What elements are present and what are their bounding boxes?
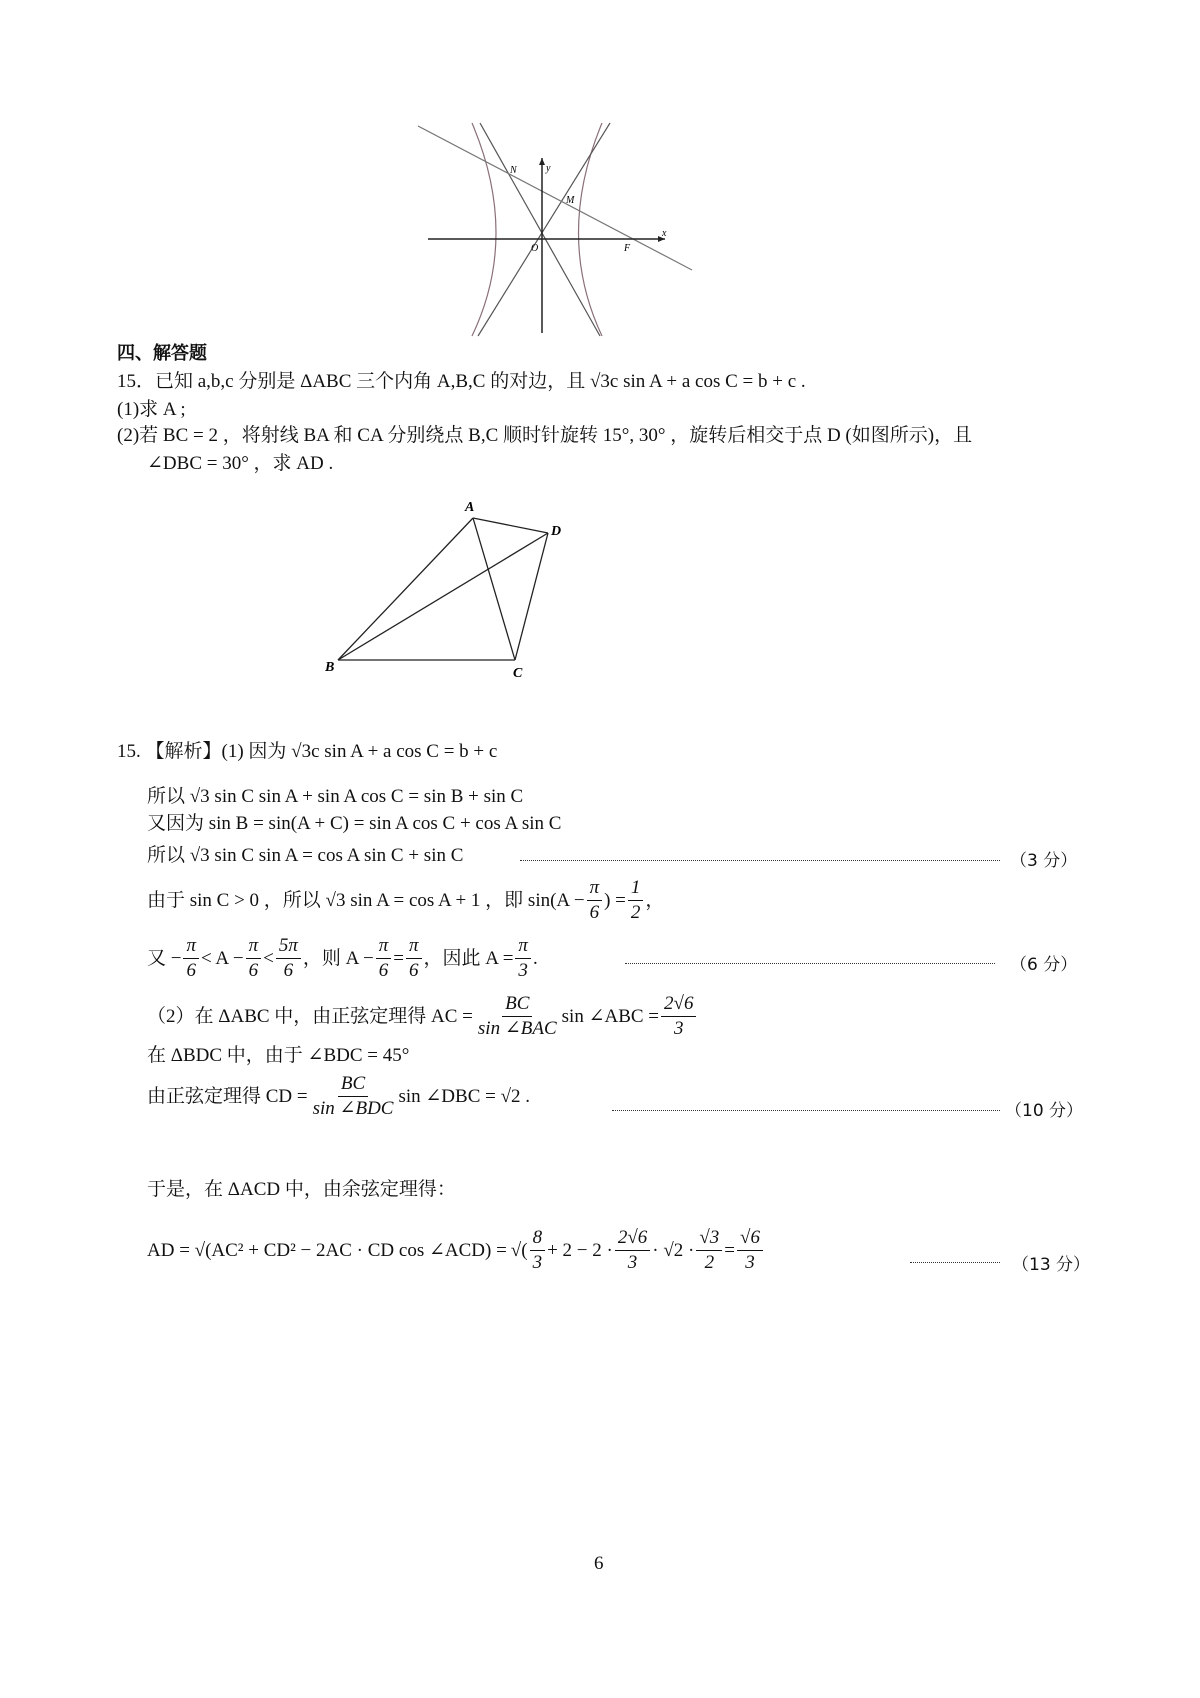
- label-B: B: [325, 660, 335, 675]
- line6-text-b: sin ∠ABC =: [561, 1005, 660, 1027]
- line8-text-b: sin ∠DBC = √2 .: [398, 1085, 531, 1107]
- frac-den: 3: [518, 960, 528, 981]
- frac-bc-sinbac: [475, 992, 560, 1041]
- frac-den: 6: [186, 960, 196, 981]
- frac-num: 8: [530, 1226, 546, 1251]
- label-F: F: [624, 243, 631, 254]
- segment-BA: [338, 518, 473, 660]
- line5-text-g: .: [532, 947, 538, 969]
- frac-pi-6: [376, 934, 392, 983]
- label-D: D: [551, 524, 562, 539]
- frac-den: 3: [627, 1252, 638, 1273]
- label-M: M: [566, 195, 575, 206]
- frac-num: √3: [696, 1226, 722, 1251]
- line10-text-d: =: [724, 1239, 736, 1261]
- line-through-f: [418, 126, 692, 270]
- frac-bc-sinbdc: [310, 1072, 397, 1121]
- frac-num: 1: [628, 876, 644, 901]
- line6-text-a: （2）在 ΔABC 中，由正弦定理得 AC =: [147, 1005, 473, 1027]
- frac-den: 2: [630, 902, 641, 923]
- hyperbola-figure: [410, 118, 710, 340]
- label-N: N: [510, 165, 517, 176]
- frac-pi-6: [183, 934, 199, 983]
- frac-num: π: [183, 934, 199, 959]
- frac-5pi-6: [276, 934, 301, 983]
- solution-line-7: 在 ΔBDC 中，由于 ∠BDC = 45°: [147, 1045, 410, 1066]
- line5-text-a: 又 −: [147, 947, 182, 969]
- frac-den: 6: [409, 960, 419, 981]
- frac-num: 5π: [276, 934, 301, 959]
- frac-den: 3: [532, 1252, 543, 1273]
- problem-statement: 15．已知 a,b,c 分别是 ΔABC 三个内角 A,B,C 的对边，且 √3c sin A + a cos C = b + c .: [117, 371, 806, 392]
- frac-num: BC: [502, 992, 532, 1017]
- solution-line-5: [147, 934, 538, 983]
- frac-num: π: [246, 934, 262, 959]
- frac-num: 2√6: [661, 992, 696, 1017]
- line5-text-b: < A −: [201, 947, 244, 969]
- leader-dots: [612, 1110, 1000, 1111]
- solution-line-3: 所以 √3 sin C sin A = cos A sin C + sin C: [147, 845, 464, 866]
- frac-den: 6: [283, 960, 294, 981]
- line10-text-c: · √2 ·: [652, 1239, 695, 1261]
- frac-num: π: [406, 934, 422, 959]
- line5-text-c: <: [263, 947, 274, 969]
- label-x: x: [662, 228, 667, 239]
- label-y: y: [546, 163, 551, 174]
- frac-pi-6: [246, 934, 262, 983]
- score-13: （13 分）: [1012, 1255, 1091, 1275]
- score-6: （6 分）: [1010, 955, 1078, 975]
- line5-text-f: ，因此 A =: [423, 947, 514, 969]
- line10-text-b: + 2 − 2 ·: [547, 1239, 613, 1261]
- frac-den: 2: [704, 1252, 715, 1273]
- score-10: （10 分）: [1005, 1101, 1084, 1121]
- frac-num: π: [515, 934, 531, 959]
- frac-2sqrt6-3: [615, 1226, 650, 1275]
- line4-text-b: ) =: [604, 889, 626, 911]
- page-number: 6: [594, 1553, 604, 1574]
- frac-den: 3: [745, 1252, 755, 1273]
- frac-sqrt3-2: [696, 1226, 722, 1275]
- line4-text-c: ，: [645, 889, 665, 911]
- label-C: C: [513, 666, 523, 681]
- solution-line-6: [147, 992, 698, 1041]
- frac-1-2: [628, 876, 644, 925]
- frac-den: sin ∠BDC: [312, 1098, 394, 1119]
- line8-text-a: 由正弦定理得 CD =: [147, 1085, 308, 1107]
- line10-sqrt: √(: [510, 1239, 528, 1261]
- frac-den: 6: [378, 960, 389, 981]
- frac-den: 6: [248, 960, 259, 981]
- frac-num: √6: [737, 1226, 763, 1251]
- line5-text-d: ，则 A −: [302, 947, 374, 969]
- solution-line-8: [147, 1072, 530, 1121]
- frac-pi-6: [587, 876, 603, 925]
- section-heading: 四、解答题: [117, 343, 207, 364]
- leader-dots: [625, 963, 995, 964]
- score-3: （3 分）: [1010, 851, 1078, 871]
- solution-line-1: 所以 √3 sin C sin A + sin A cos C = sin B + sin C: [147, 786, 524, 807]
- problem-part1: (1)求 A ;: [117, 399, 186, 420]
- frac-num: π: [587, 876, 603, 901]
- line4-text-a: 由于 sin C > 0 ，所以 √3 sin A = cos A + 1 ，即 sin(A −: [147, 889, 585, 911]
- solution-line-4: [147, 876, 664, 925]
- solution-line-2: 又因为 sin B = sin(A + C) = sin A cos C + cos A sin C: [147, 813, 562, 834]
- solution-head: 15. 【解析】(1) 因为 √3c sin A + a cos C = b + c: [117, 741, 498, 762]
- label-O: O: [531, 243, 539, 254]
- line10-text-a: AD = √(AC² + CD² − 2AC · CD cos ∠ACD) =: [147, 1239, 507, 1261]
- segment-AC: [473, 518, 515, 660]
- y-axis-arrow: [539, 158, 545, 165]
- frac-den: 6: [589, 902, 600, 923]
- frac-pi-6: [406, 934, 422, 983]
- solution-line-9: 于是，在 ΔACD 中，由余弦定理得：: [147, 1179, 456, 1200]
- frac-2sqrt6-3: [661, 992, 696, 1041]
- frac-den: sin ∠BAC: [477, 1018, 557, 1039]
- frac-num: π: [376, 934, 392, 959]
- frac-pi-3: [515, 934, 531, 983]
- frac-num: BC: [338, 1072, 368, 1097]
- leader-dots: [520, 860, 1000, 861]
- line5-text-e: =: [393, 947, 404, 969]
- label-A: A: [465, 500, 475, 515]
- frac-num: 2√6: [615, 1226, 650, 1251]
- leader-dots: [910, 1262, 1000, 1263]
- hyperbola-left-branch: [472, 123, 496, 336]
- frac-den: 3: [673, 1018, 684, 1039]
- triangle-figure: [325, 495, 585, 685]
- segment-BD: [338, 533, 548, 660]
- frac-sqrt6-3: [737, 1226, 763, 1275]
- problem-part2-line2: ∠DBC = 30° ，求 AD .: [147, 453, 334, 474]
- segment-DC: [515, 533, 548, 660]
- frac-8-3: [530, 1226, 546, 1275]
- problem-part2-line1: (2)若 BC = 2 ，将射线 BA 和 CA 分别绕点 B,C 顺时针旋转 15°, 30° ，旋转后相交于点 D (如图所示)，且: [117, 425, 973, 446]
- segment-AD: [473, 518, 548, 533]
- solution-line-10: [147, 1226, 765, 1275]
